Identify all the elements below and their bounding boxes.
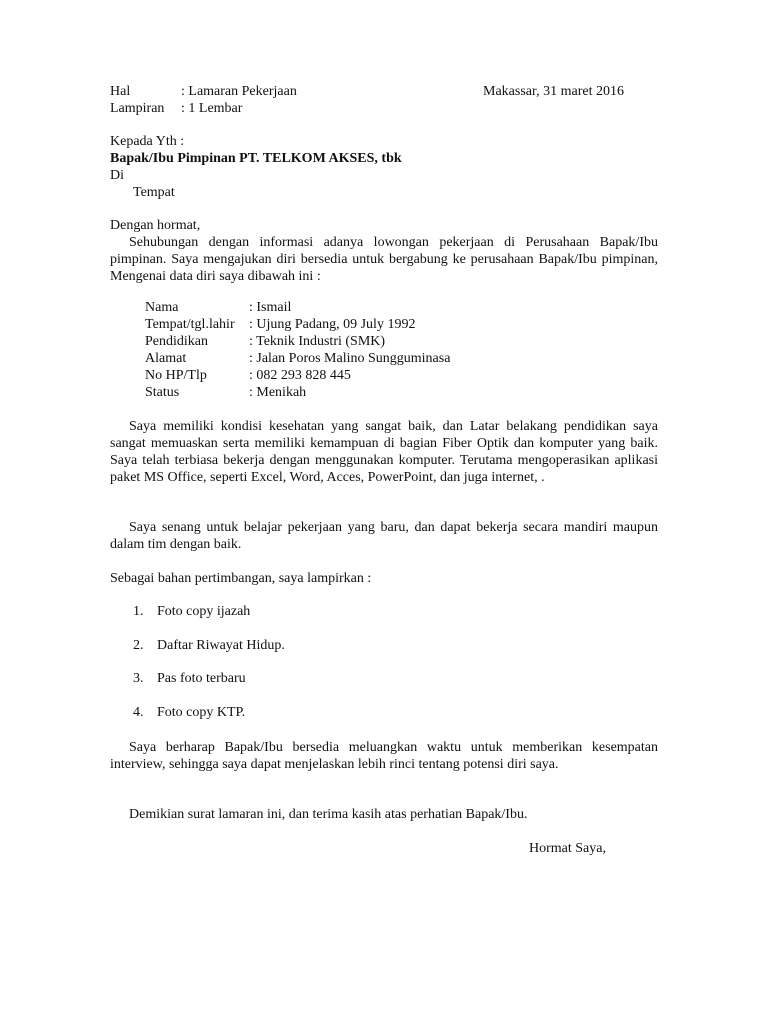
hal-value: : Lamaran Pekerjaan bbox=[181, 84, 297, 99]
closing-signoff: Hormat Saya, bbox=[529, 841, 606, 856]
recipient-salutation: Kepada Yth : bbox=[110, 134, 185, 149]
list-number: 1. bbox=[133, 604, 144, 619]
data-value: : Teknik Industri (SMK) bbox=[249, 334, 386, 349]
list-text: Pas foto terbaru bbox=[157, 671, 246, 686]
data-value: : Menikah bbox=[249, 385, 307, 400]
lampiran-label: Lampiran bbox=[110, 101, 165, 116]
list-number: 2. bbox=[133, 638, 144, 653]
data-value: : 082 293 828 445 bbox=[249, 368, 351, 383]
data-label: Tempat/tgl.lahir bbox=[145, 317, 235, 332]
hal-label: Hal bbox=[110, 84, 131, 99]
recipient-di: Di bbox=[110, 168, 124, 183]
data-value: : Ismail bbox=[249, 300, 292, 315]
closing-paragraph: Demikian surat lamaran ini, dan terima kasih atas perhatian Bapak/Ibu. bbox=[129, 807, 528, 822]
data-value: : Ujung Padang, 09 July 1992 bbox=[249, 317, 416, 332]
greeting: Dengan hormat, bbox=[110, 218, 201, 233]
list-number: 3. bbox=[133, 671, 144, 686]
skills-paragraph: Saya memiliki kondisi kesehatan yang sangat baik, dan Latar belakang pendidikan saya sangat memuaskan serta memiliki kemampuan di bagian Fiber Optik dan komputer yang baik. Saya telah terbiasa bekerja dengan menggunakan komputer. Terutama mengoperasikan aplikasi paket MS Office, seperti Excel, Word, Acces, PowerPoint, dan juga internet, . bbox=[110, 419, 658, 485]
attachments-intro: Sebagai bahan pertimbangan, saya lampirkan : bbox=[110, 571, 372, 586]
list-number: 4. bbox=[133, 705, 144, 720]
learning-paragraph: Saya senang untuk belajar pekerjaan yang baru, dan dapat bekerja secara mandiri maupun dalam tim dengan baik. bbox=[110, 520, 658, 552]
list-text: Foto copy KTP. bbox=[157, 705, 246, 720]
recipient-name: Bapak/Ibu Pimpinan PT. TELKOM AKSES, tbk bbox=[110, 151, 402, 166]
data-label: Pendidikan bbox=[145, 334, 208, 349]
lampiran-value: : 1 Lembar bbox=[181, 101, 243, 116]
data-label: Alamat bbox=[145, 351, 187, 366]
intro-paragraph: Sehubungan dengan informasi adanya lowongan pekerjaan di Perusahaan Bapak/Ibu pimpinan. Saya mengajukan diri bersedia untuk bergabung ke perusahaan Bapak/Ibu pimpinan, Mengenai data diri saya dibawah ini : bbox=[110, 235, 658, 284]
data-label: Nama bbox=[145, 300, 179, 315]
list-text: Daftar Riwayat Hidup. bbox=[157, 638, 285, 653]
data-label: No HP/Tlp bbox=[145, 368, 207, 383]
interview-paragraph: Saya berharap Bapak/Ibu bersedia meluangkan waktu untuk memberikan kesempatan interview, sehingga saya dapat menjelaskan lebih rinci tentang potensi diri saya. bbox=[110, 740, 658, 772]
data-value: : Jalan Poros Malino Sungguminasa bbox=[249, 351, 451, 366]
list-text: Foto copy ijazah bbox=[157, 604, 251, 619]
recipient-place: Tempat bbox=[133, 185, 175, 200]
place-date: Makassar, 31 maret 2016 bbox=[483, 84, 624, 99]
data-label: Status bbox=[145, 385, 180, 400]
